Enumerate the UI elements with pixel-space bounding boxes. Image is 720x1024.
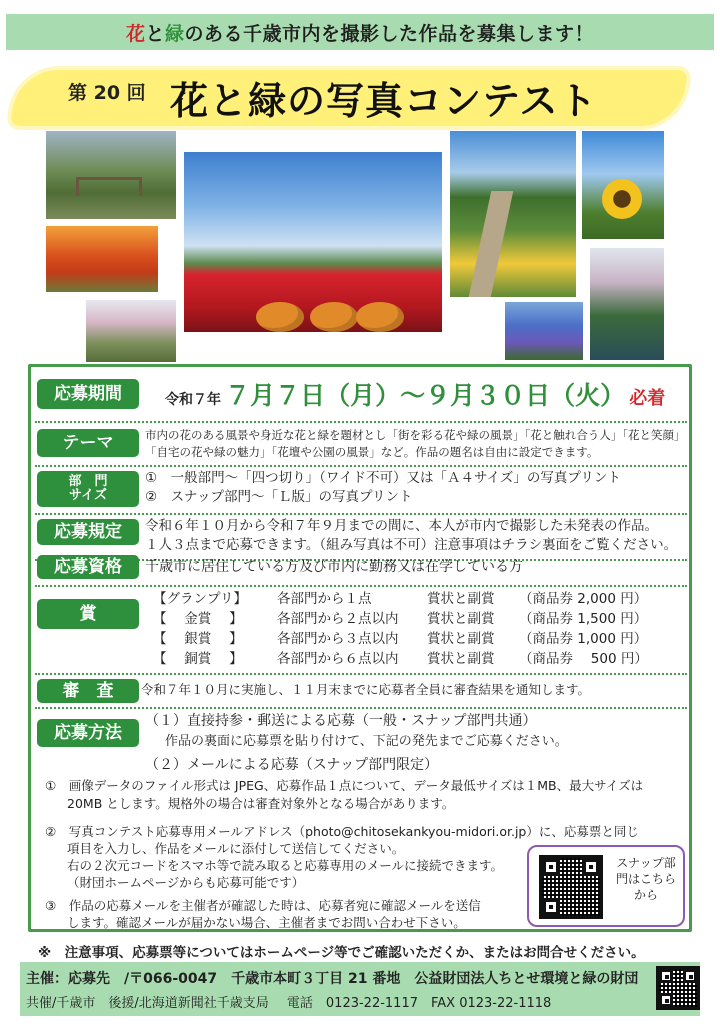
qr-finder	[659, 993, 673, 1007]
pumpkin-shape	[310, 302, 358, 332]
banner-midori: 緑	[165, 22, 185, 45]
division-line-1: ① 一般部門～「四つ切り」（ワイド不可）又は「Ａ４サイズ」の写真プリント	[145, 470, 621, 486]
page-title: 花と緑の写真コンテスト	[170, 79, 598, 123]
footer	[20, 962, 700, 1016]
period-required: 必着	[629, 388, 666, 409]
pumpkin-shape	[356, 302, 404, 332]
prize-count: 各部門から２点以内	[277, 611, 399, 627]
prize-reward: 賞状と副賞	[427, 591, 495, 607]
eligibility-text: 千歳市に居住している方及び市内に勤務又は在学している方	[145, 559, 523, 575]
prize-name: 【 銀賞 】	[153, 631, 243, 647]
prize-table	[153, 589, 648, 669]
theme-line-2: 「自宅の花や緑の魅力」「花壇や公園の風景」など。作品の題名は自由に設定できます。	[145, 445, 599, 459]
photo-park	[46, 131, 176, 219]
qr-finder	[542, 858, 560, 876]
photo-cherry-blossom	[86, 300, 176, 362]
period-row	[165, 381, 665, 416]
prize-value: （商品券 2,000 円）	[519, 591, 648, 607]
qr-finder	[542, 898, 560, 916]
label-period: 応募期間	[37, 379, 139, 409]
photo-flower-field-pumpkins	[184, 152, 442, 332]
method-note-1-line1: ① 画像データのファイル形式は JPEG、応募作品１点について、データ最低サイズは１MB、最大サイズは	[45, 778, 644, 793]
divider	[35, 585, 687, 587]
banner-to: と	[145, 22, 165, 45]
photo-autumn-trees	[46, 226, 158, 292]
snap-qr-box[interactable]	[527, 845, 685, 927]
prize-reward: 賞状と副賞	[427, 631, 495, 647]
qr-finder	[582, 858, 600, 876]
label-judging: 審 査	[37, 679, 139, 703]
prize-name: 【 金賞 】	[153, 611, 243, 627]
prize-value: （商品券 500 円）	[519, 651, 648, 667]
photo-sunflower	[582, 131, 664, 239]
banner-hana: 花	[125, 22, 146, 45]
footer-contact	[26, 992, 551, 1011]
division-line-2: ② スナップ部門～「Ｌ版」の写真プリント	[145, 489, 413, 505]
prize-count: 各部門から３点以内	[277, 631, 399, 647]
label-division-line1: 部 門	[68, 473, 108, 489]
method-1-title: （１）直接持参・郵送による応募（一般・スナップ部門共通）	[145, 713, 537, 729]
footer-phone: 電話 0123-22-1117 FAX 0123-22-1118	[286, 996, 552, 1011]
banner-rest: のある千歳市内を撮影した作品を募集します！	[184, 22, 595, 45]
prize-row	[153, 609, 648, 629]
prize-reward: 賞状と副賞	[427, 611, 495, 627]
prize-count: 各部門から１点	[277, 591, 372, 607]
sunflower-shape	[602, 179, 642, 219]
label-eligibility: 応募資格	[37, 555, 139, 579]
period-era: 令和７年	[165, 392, 221, 408]
method-note-2-line4: （財団ホームページからも応募可能です）	[67, 875, 305, 890]
divider	[35, 673, 687, 675]
photo-garden-path	[450, 131, 576, 297]
details-box	[28, 364, 692, 932]
top-banner	[6, 14, 714, 50]
period-range: ７月７日（月）～９月３０日（火）	[225, 381, 626, 410]
qr-finder	[659, 969, 673, 983]
prize-value: （商品券 1,500 円）	[519, 611, 648, 627]
method-note-3-line2: します。確認メールが届かない場合、主催者までお問い合わせ下さい。	[67, 915, 466, 930]
divider	[35, 513, 687, 515]
pumpkin-shape	[256, 302, 304, 332]
edition-label: 第 20 回	[68, 82, 146, 104]
rules-line-2: １人３点まで応募できます。（組み写真は不可）注意事項はチラシ裏面をご覧ください。	[145, 537, 678, 553]
prize-row	[153, 629, 648, 649]
prize-reward: 賞状と副賞	[427, 651, 495, 667]
label-division	[37, 471, 139, 507]
judging-text: 令和７年１０月に実施し、１１月末までに応募者全員に審査結果を通知します。	[141, 682, 591, 697]
photo-river	[590, 248, 664, 360]
method-note-3-line1: ③ 作品の応募メールを主催者が確認した時は、応募者宛に確認メールを送信	[45, 898, 481, 913]
method-2-title: （２）メールによる応募（スナップ部門限定）	[145, 757, 439, 773]
label-division-line2: サイズ	[69, 488, 107, 503]
method-note-1-line2: 20MB とします。規格外の場合は審査対象外となる場合があります。	[67, 796, 455, 811]
prize-row	[153, 649, 648, 669]
label-theme: テーマ	[37, 429, 139, 457]
method-note-2-line1: ② 写真コンテスト応募専用メールアドレス（photo@chitosekankyou-midori.or.jp）に、応募票と同じ	[45, 824, 639, 839]
label-method: 応募方法	[37, 719, 139, 747]
prize-value: （商品券 1,000 円）	[519, 631, 648, 647]
divider	[35, 421, 687, 423]
qr-finder	[683, 969, 697, 983]
photo-hydrangea	[505, 302, 583, 360]
footer-qr-code-icon[interactable]	[656, 966, 700, 1010]
prize-row	[153, 589, 648, 609]
qr-note: スナップ部門はこちらから	[615, 856, 676, 902]
method-1-text: 作品の裏面に応募票を貼り付けて、下記の発先までご応募ください。	[165, 734, 568, 749]
rules-line-1: 令和６年１０月から令和７年９月までの間に、本人が市内で撮影した未発表の作品。	[145, 518, 658, 534]
notice-line: ※ 注意事項、応募票等についてはホームページ等でご確認いただくか、またはお問合せください。	[38, 945, 645, 961]
label-rules: 応募規定	[37, 519, 139, 545]
divider	[35, 465, 687, 467]
theme-line-1: 市内の花のある風景や身近な花と緑を題材とし「街を彩る花や緑の風景」「花と触れ合う人」「花と笑顔」	[145, 428, 686, 442]
qr-code-icon[interactable]	[539, 855, 603, 919]
prize-count: 各部門から６点以内	[277, 651, 399, 667]
prize-name: 【グランプリ】	[153, 591, 247, 607]
prize-name: 【 銅賞 】	[153, 651, 243, 667]
method-note-2-line3: 右の２次元コードをスマホ等で読み取ると応募専用のメールに接続できます。	[67, 858, 504, 873]
footer-organizer: 主催：応募先 /〒066-0047 千歳市本町３丁目 21 番地 公益財団法人ちとせ環境と緑の財団	[26, 971, 639, 987]
footer-cohost: 共催/千歳市 後援/北海道新聞社千歳支局	[26, 996, 269, 1011]
label-prizes: 賞	[37, 599, 139, 629]
divider	[35, 707, 687, 709]
method-note-2-line2: 項目を入力し、作品をメールに添付して送信してください。	[67, 841, 405, 856]
